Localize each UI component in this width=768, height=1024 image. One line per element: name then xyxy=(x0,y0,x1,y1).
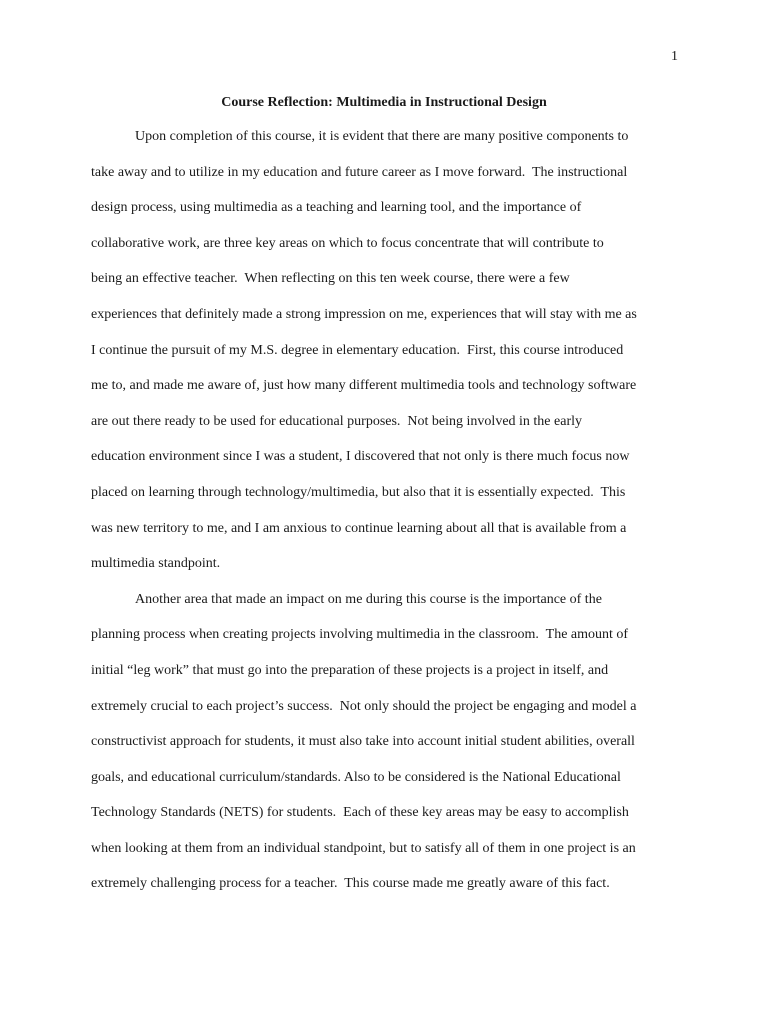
text-line: experiences that definitely made a strong impression on me, experiences that will stay with me as xyxy=(91,306,637,322)
text-line: I continue the pursuit of my M.S. degree in elementary education. First, this course introduced xyxy=(91,342,624,358)
text-line: Upon completion of this course, it is evident that there are many positive components to xyxy=(135,129,629,144)
paragraph-2 xyxy=(91,582,681,902)
page-number: 1 xyxy=(671,49,678,64)
text-line: multimedia standpoint. xyxy=(91,556,221,572)
text-line: constructivist approach for students, it must also take into account initial student abilities, overall xyxy=(91,734,635,750)
text-line: planning process when creating projects involving multimedia in the classroom. The amount of xyxy=(91,627,629,643)
text-line: design process, using multimedia as a teaching and learning tool, and the importance of xyxy=(91,200,582,216)
text-line: was new territory to me, and I am anxious to continue learning about all that is available from a xyxy=(91,520,627,536)
text-line: placed on learning through technology/multimedia, but also that it is essentially expected. This xyxy=(91,484,626,500)
text-line: take away and to utilize in my education and future career as I move forward. The instructional xyxy=(91,164,628,180)
text-line: collaborative work, are three key areas on which to focus concentrate that will contribute to xyxy=(91,235,604,251)
text-line: goals, and educational curriculum/standards. Also to be considered is the National Educational xyxy=(91,769,621,785)
text-line: when looking at them from an individual standpoint, but to satisfy all of them in one project is an xyxy=(91,840,636,856)
paragraph-1 xyxy=(91,119,681,582)
document-body xyxy=(91,119,681,902)
text-line: initial “leg work” that must go into the preparation of these projects is a project in itself, and xyxy=(91,662,609,678)
text-line: extremely crucial to each project’s success. Not only should the project be engaging and model a xyxy=(91,698,637,714)
text-line: Another area that made an impact on me during this course is the importance of the xyxy=(135,591,602,607)
text-line: Technology Standards (NETS) for students. Each of these key areas may be easy to accomplish xyxy=(91,805,629,821)
document-title: Course Reflection: Multimedia in Instructional Design xyxy=(221,95,547,110)
text-line: education environment since I was a student, I discovered that not only is there much focus now xyxy=(91,449,630,465)
text-line: being an effective teacher. When reflecting on this ten week course, there were a few xyxy=(91,271,570,287)
text-line: are out there ready to be used for educational purposes. Not being involved in the early xyxy=(91,413,583,429)
text-line: me to, and made me aware of, just how many different multimedia tools and technology software xyxy=(91,378,637,394)
text-line: extremely challenging process for a teacher. This course made me greatly aware of this fact. xyxy=(91,876,610,892)
